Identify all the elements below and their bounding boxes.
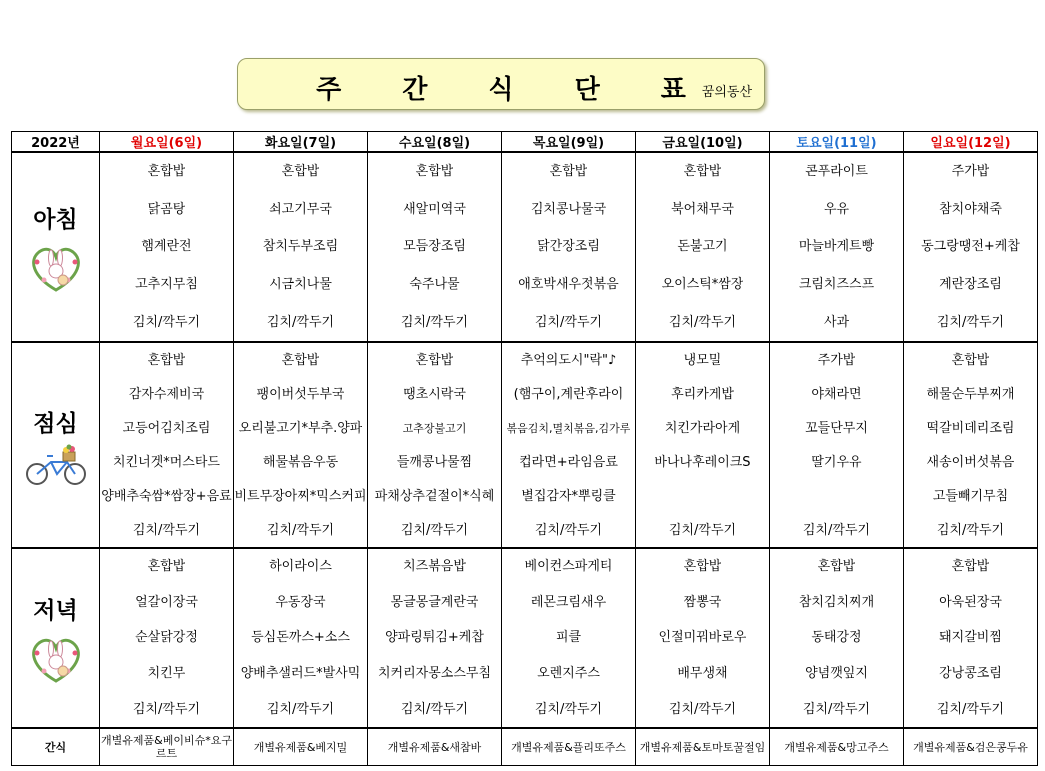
dinner-tue	[234, 548, 368, 728]
weekly-menu-table	[11, 131, 1038, 766]
snack-sat: 개별유제품&망고주스	[770, 728, 904, 766]
menu-item: 김치/깍두기	[534, 701, 603, 717]
menu-item: 김치/깍두기	[802, 701, 871, 717]
header-row	[12, 132, 1038, 153]
menu-item: 오렌지주스	[537, 666, 600, 682]
menu-item: 치커리자몽소스무침	[377, 666, 492, 682]
snack-tue: 개별유제품&베지밀	[234, 728, 368, 766]
menu-item: 바나나후레이크S	[654, 454, 751, 470]
menu-item: 김치/깍두기	[266, 314, 335, 330]
menu-item: 얼갈이장국	[135, 594, 198, 610]
menu-item: 양배추샐러드*발사믹	[240, 666, 361, 682]
menu-item: 고등어김치조림	[122, 420, 211, 436]
breakfast-row	[12, 152, 1038, 342]
menu-item: 베이컨스파게티	[524, 559, 613, 575]
menu-item: 김치/깍두기	[668, 314, 737, 330]
menu-item: 햄계란전	[141, 239, 192, 255]
menu-item: 별집감자*뿌링클	[521, 488, 616, 504]
dinner-mon	[100, 548, 234, 728]
menu-item: 치즈볶음밥	[403, 559, 466, 575]
breakfast-wed	[368, 152, 502, 342]
lunch-mon	[100, 342, 234, 548]
menu-item: 양념깻잎지	[805, 666, 868, 682]
day-header-tue: 화요일(7일)	[234, 132, 368, 153]
menu-item: 참치김치찌개	[798, 594, 875, 610]
menu-item: 고추장불고기	[402, 421, 467, 435]
day-header-thu: 목요일(9일)	[502, 132, 636, 153]
lunch-tue	[234, 342, 368, 548]
menu-item: 딸기우유	[811, 454, 862, 470]
menu-item: 등심돈까스+소스	[251, 630, 350, 646]
menu-item: 감자수제비국	[128, 386, 205, 402]
menu-item: 치킨무	[147, 666, 186, 682]
menu-item: 떡갈비데리조림	[926, 420, 1015, 436]
menu-item: 팽이버섯두부국	[256, 386, 345, 402]
menu-item: 김치/깍두기	[132, 522, 201, 538]
menu-item: 하이라이스	[269, 559, 332, 575]
menu-item: 해물볶음우동	[262, 454, 339, 470]
menu-item: 해물순두부찌개	[926, 386, 1015, 402]
breakfast-fri	[636, 152, 770, 342]
menu-item: 김치/깍두기	[132, 701, 201, 717]
lunch-fri	[636, 342, 770, 548]
menu-item: 김치/깍두기	[668, 522, 737, 538]
menu-item: 김치/깍두기	[132, 314, 201, 330]
menu-item: 동태강정	[811, 630, 862, 646]
menu-item: 오리불고기*부추.양파	[238, 420, 363, 436]
menu-item: 컵라면+라임음료	[519, 454, 618, 470]
day-header-sun: 일요일(12일)	[904, 132, 1038, 153]
menu-item: 애호박새우젓볶음	[518, 277, 619, 293]
breakfast-sat	[770, 152, 904, 342]
dinner-label-cell	[12, 548, 100, 728]
menu-item: 닭곰탕	[147, 201, 186, 217]
menu-item: 레몬크림새우	[530, 594, 607, 610]
page-subtitle: 꿈의동산	[701, 85, 752, 100]
menu-item: 볶음김치,멸치볶음,김가루	[506, 421, 631, 435]
breakfast-mon	[100, 152, 234, 342]
menu-item: 혼합밥	[549, 164, 588, 180]
menu-item: 김치/깍두기	[534, 314, 603, 330]
menu-item: 혼합밥	[281, 164, 320, 180]
menu-item: 혼합밥	[147, 559, 186, 575]
breakfast-label: 아침	[33, 206, 78, 233]
menu-item: 혼합밥	[415, 164, 454, 180]
snack-label: 간식	[12, 728, 100, 766]
menu-item: 치킨너겟*머스타드	[113, 454, 220, 470]
menu-item: 피클	[555, 630, 582, 646]
menu-item: 계란장조림	[939, 277, 1002, 293]
menu-item: 김치/깍두기	[266, 522, 335, 538]
lunch-wed	[368, 342, 502, 548]
menu-item: 아욱된장국	[939, 594, 1002, 610]
menu-item: 혼합밥	[281, 352, 320, 368]
menu-item: 우유	[823, 201, 850, 217]
menu-item: 땡초시락국	[403, 386, 466, 402]
menu-item: 김치/깍두기	[936, 701, 1005, 717]
bunny-wreath-icon	[27, 240, 85, 294]
menu-item: 김치/깍두기	[400, 314, 469, 330]
breakfast-thu	[502, 152, 636, 342]
menu-item: 혼합밥	[683, 164, 722, 180]
menu-item: 강낭콩조림	[939, 666, 1002, 682]
menu-item: 주가밥	[817, 352, 856, 368]
menu-item: 김치/깍두기	[534, 522, 603, 538]
menu-item: 주가밥	[951, 164, 990, 180]
menu-item: 양파링튀김+케찹	[385, 630, 484, 646]
dinner-sat	[770, 548, 904, 728]
menu-item: 양배추숙쌈*쌈장+음료	[101, 488, 232, 504]
menu-item: 꼬들단무지	[805, 420, 868, 436]
snack-row	[12, 728, 1038, 766]
menu-item: 김치/깍두기	[266, 701, 335, 717]
lunch-sat	[770, 342, 904, 548]
menu-item: 동그랑땡전+케찹	[921, 239, 1020, 255]
lunch-label: 점심	[33, 410, 78, 437]
menu-item: 숙주나물	[409, 277, 460, 293]
snack-wed: 개별유제품&새참바	[368, 728, 502, 766]
day-header-sat: 토요일(11일)	[770, 132, 904, 153]
dinner-label: 저녁	[33, 597, 78, 624]
menu-item: 사과	[823, 314, 850, 330]
snack-mon: 개별유제품&베이비슈*요구르트	[100, 728, 234, 766]
menu-item: 돼지갈비찜	[939, 630, 1002, 646]
menu-item: 배무생채	[677, 666, 728, 682]
menu-item: 몽글몽글계란국	[390, 594, 479, 610]
menu-item: 혼합밥	[951, 559, 990, 575]
bunny-wreath-icon	[27, 631, 85, 685]
dinner-row	[12, 548, 1038, 728]
menu-item: 오이스틱*쌈장	[661, 277, 744, 293]
menu-item: 고들빼기무침	[932, 488, 1009, 504]
menu-item: 모듬장조림	[403, 239, 466, 255]
menu-item: 냉모밀	[683, 352, 722, 368]
year-header: 2022년	[12, 132, 100, 153]
menu-item: 고추지무침	[135, 277, 198, 293]
day-header-fri: 금요일(10일)	[636, 132, 770, 153]
menu-item: 치킨가라아게	[664, 420, 741, 436]
menu-item: 김치/깍두기	[936, 522, 1005, 538]
menu-item: 쇠고기무국	[269, 201, 332, 217]
menu-item: (햄구이,계란후라이	[513, 386, 624, 402]
menu-item: 마늘바게트빵	[798, 239, 875, 255]
menu-item: 돈불고기	[677, 239, 728, 255]
menu-item: 순살닭강정	[135, 630, 198, 646]
menu-item: 혼합밥	[147, 352, 186, 368]
day-header-mon: 월요일(6일)	[100, 132, 234, 153]
menu-item: 짬뽕국	[683, 594, 722, 610]
menu-item: 혼합밥	[683, 559, 722, 575]
menu-item: 혼합밥	[817, 559, 856, 575]
menu-item: 크림치즈스프	[798, 277, 875, 293]
lunch-label-cell	[12, 342, 100, 548]
menu-item: 파채상추겉절이*식혜	[374, 488, 495, 504]
title-box	[237, 58, 765, 110]
menu-item: 인절미꿔바로우	[658, 630, 747, 646]
menu-item: 비트무장아찌*믹스커피	[234, 488, 367, 504]
dinner-sun	[904, 548, 1038, 728]
page-title: 주 간 식 단 표	[316, 75, 712, 105]
lunch-thu	[502, 342, 636, 548]
menu-item: 혼합밥	[951, 352, 990, 368]
snack-sun: 개별유제품&검은콩두유	[904, 728, 1038, 766]
menu-item: 후리카게밥	[671, 386, 734, 402]
snack-thu: 개별유제품&플리또주스	[502, 728, 636, 766]
menu-item: 참치두부조림	[262, 239, 339, 255]
dinner-wed	[368, 548, 502, 728]
menu-item: 김치/깍두기	[802, 522, 871, 538]
bicycle-flower-icon	[23, 444, 89, 486]
day-header-wed: 수요일(8일)	[368, 132, 502, 153]
menu-item: 김치콩나물국	[530, 201, 607, 217]
dinner-thu	[502, 548, 636, 728]
dinner-fri	[636, 548, 770, 728]
menu-item: 닭간장조림	[537, 239, 600, 255]
menu-item: 김치/깍두기	[400, 522, 469, 538]
breakfast-sun	[904, 152, 1038, 342]
menu-item: 혼합밥	[147, 164, 186, 180]
menu-item: 야채라면	[811, 386, 862, 402]
menu-item: 김치/깍두기	[668, 701, 737, 717]
menu-item: 새알미역국	[403, 201, 466, 217]
lunch-sun	[904, 342, 1038, 548]
menu-item: 김치/깍두기	[400, 701, 469, 717]
menu-item: 콘푸라이트	[805, 164, 868, 180]
breakfast-tue	[234, 152, 368, 342]
menu-item: 북어채무국	[671, 201, 734, 217]
breakfast-label-cell	[12, 152, 100, 342]
menu-item: 혼합밥	[415, 352, 454, 368]
menu-item: 시금치나물	[269, 277, 332, 293]
menu-item: 우동장국	[275, 594, 326, 610]
menu-item: 추억의도시"락"♪	[520, 352, 617, 368]
menu-item: 참치야채죽	[939, 201, 1002, 217]
lunch-row	[12, 342, 1038, 548]
snack-fri: 개별유제품&토마토꿀절임	[636, 728, 770, 766]
menu-item: 들깨콩나물찜	[396, 454, 473, 470]
menu-item: 새송이버섯볶음	[926, 454, 1015, 470]
menu-item: 김치/깍두기	[936, 314, 1005, 330]
